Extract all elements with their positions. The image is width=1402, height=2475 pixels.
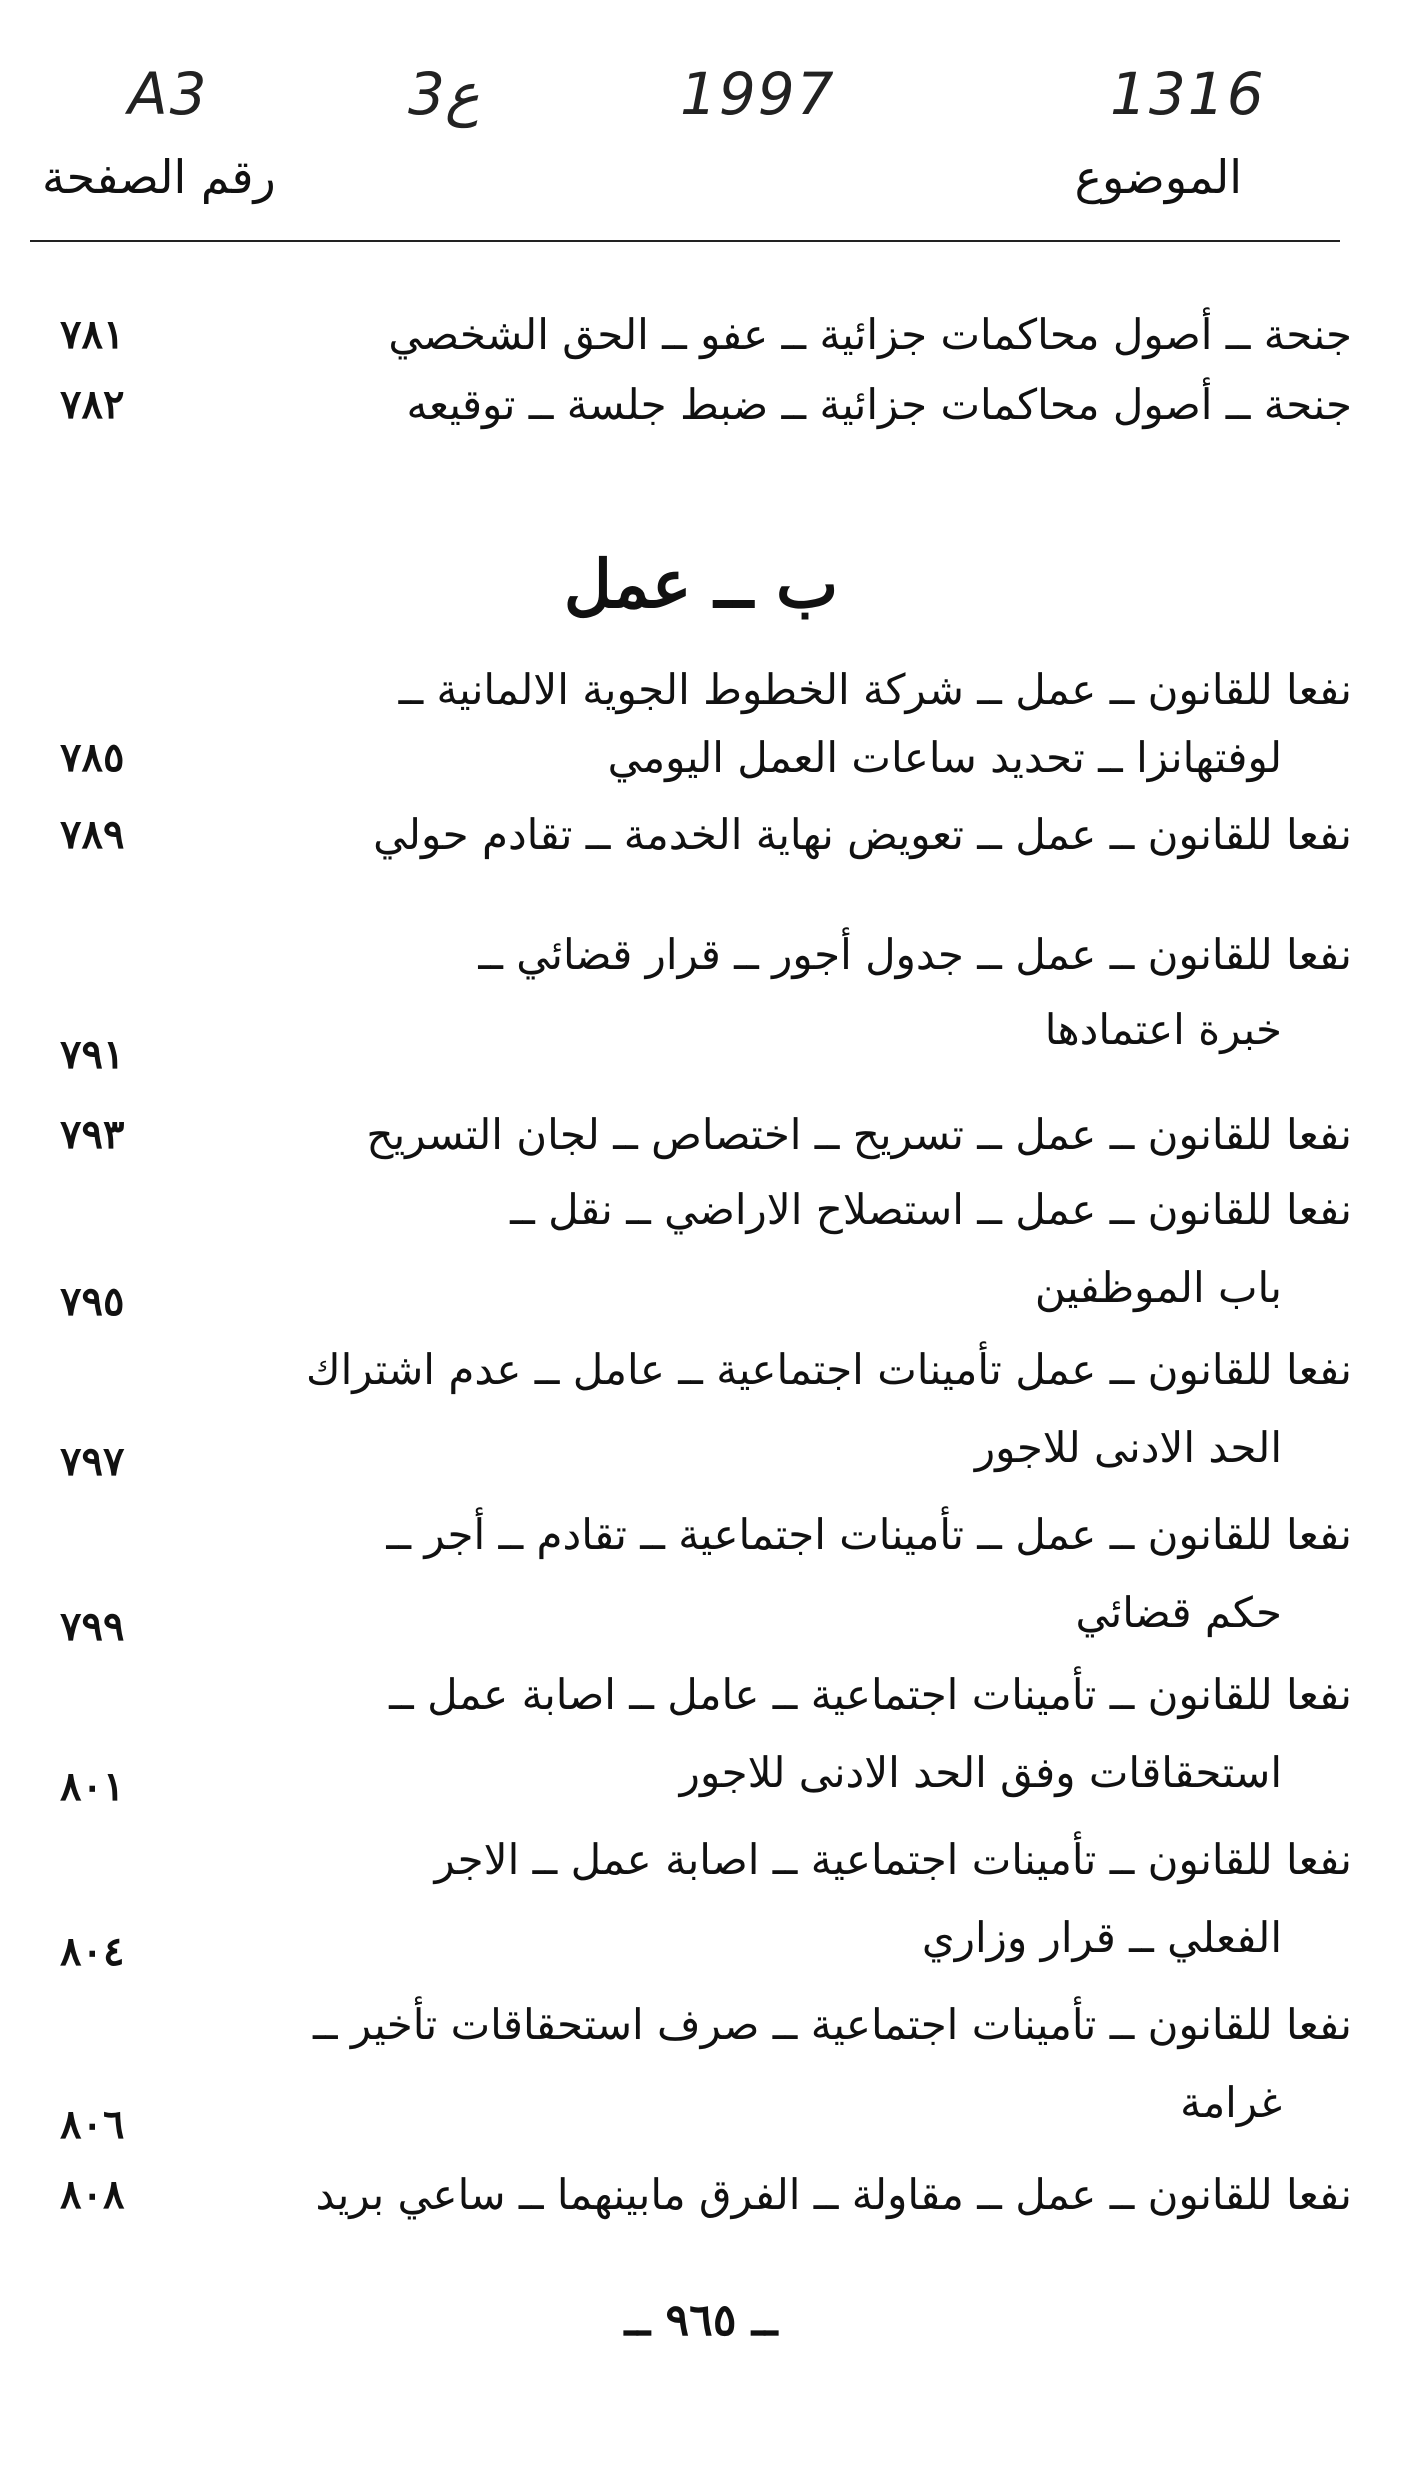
entry-page-number: ٧٨٢ (60, 381, 125, 428)
entry-page-number: ٧٩٥ (60, 1278, 125, 1325)
entry-text: نفعا للقانون ــ تأمينات اجتماعية ــ صرف استحقاقات تأخير ــ (312, 2000, 1352, 2049)
page-number-column-heading: رقم الصفحة (42, 150, 276, 204)
entry-page-number: ٧٨١ (60, 311, 125, 358)
entry-text-continued: الحد الادنى للاجور (974, 1423, 1282, 1472)
entry-page-number: ٧٩١ (60, 1031, 125, 1078)
entry-text: نفعا للقانون ــ عمل ــ جدول أجور ــ قرار قضائي ــ (478, 930, 1352, 979)
entry-page-number: ٨٠٤ (60, 1928, 125, 1975)
entry-page-number: ٧٩٩ (60, 1603, 125, 1650)
section-title: ب ــ عمل (563, 545, 839, 623)
entry-text-continued: لوفتهانزا ــ تحديد ساعات العمل اليومي (607, 733, 1282, 782)
entry-text: جنحة ــ أصول محاكمات جزائية ــ ضبط جلسة ــ توقيعه (406, 380, 1352, 429)
entry-text: جنحة ــ أصول محاكمات جزائية ــ عفو ــ الحق الشخصي (388, 310, 1352, 359)
subject-column-heading: الموضوع (1074, 150, 1242, 204)
entry-text-continued: الفعلي ــ قرار وزاري (921, 1913, 1282, 1962)
entry-page-number: ٧٩٧ (60, 1438, 125, 1485)
entry-text-continued: غرامة (1180, 2078, 1282, 2127)
entry-text: نفعا للقانون ــ عمل تأمينات اجتماعية ــ عامل ــ عدم اشتراك (305, 1345, 1352, 1394)
entry-text-continued: استحقاقات وفق الحد الادنى للاجور (679, 1748, 1282, 1797)
entry-page-number: ٧٨٩ (60, 811, 125, 858)
entry-text-continued: خبرة اعتمادها (1044, 1005, 1282, 1054)
entry-text: نفعا للقانون ــ عمل ــ تأمينات اجتماعية ــ تقادم ــ أجر ــ (386, 1510, 1352, 1559)
entry-page-number: ٨٠٨ (60, 2171, 125, 2218)
handwritten-note: A3 (128, 60, 209, 128)
entry-text: نفعا للقانون ــ عمل ــ تسريح ــ اختصاص ــ لجان التسريح (366, 1110, 1352, 1159)
entry-page-number: ٨٠٦ (60, 2101, 125, 2148)
handwritten-note: 1316 (1110, 60, 1266, 128)
entry-page-number: ٧٨٥ (60, 734, 125, 781)
handwritten-note: 1997 (680, 60, 836, 128)
entry-text: نفعا للقانون ــ عمل ــ استصلاح الاراضي ــ نقل ــ (510, 1185, 1352, 1234)
entry-text-continued: باب الموظفين (1034, 1263, 1282, 1312)
entry-text: نفعا للقانون ــ تأمينات اجتماعية ــ عامل ــ اصابة عمل ــ (389, 1670, 1352, 1719)
entry-text: نفعا للقانون ــ عمل ــ تعويض نهاية الخدمة ــ تقادم حولي (373, 810, 1352, 859)
entry-text: نفعا للقانون ــ عمل ــ شركة الخطوط الجوية الالمانية ــ (398, 665, 1352, 714)
entry-text: نفعا للقانون ــ عمل ــ مقاولة ــ الفرق مابينهما ــ ساعي بريد (315, 2170, 1352, 2219)
handwritten-note: 3ع (408, 60, 480, 128)
entry-text-continued: حكم قضائي (1075, 1588, 1282, 1637)
entry-text: نفعا للقانون ــ تأمينات اجتماعية ــ اصابة عمل ــ الاجر (434, 1835, 1352, 1884)
entry-page-number: ٧٩٣ (60, 1111, 125, 1158)
entry-page-number: ٨٠١ (60, 1763, 125, 1810)
page-folio: ــ ٩٦٥ ــ (624, 2295, 778, 2346)
